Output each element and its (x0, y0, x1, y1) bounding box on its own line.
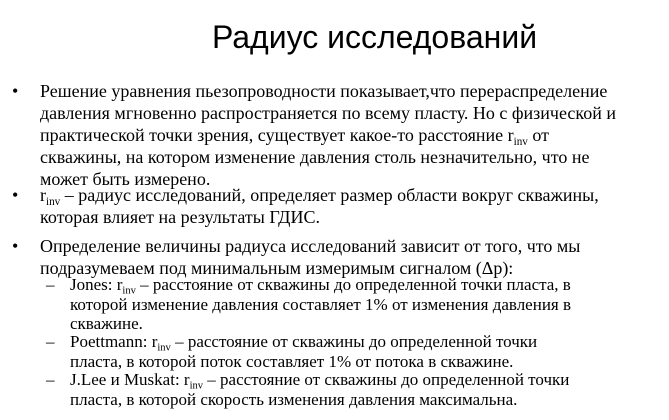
dash-marker: – (46, 332, 55, 351)
bullet-definition-methods (12, 235, 581, 279)
bullet-piezo (12, 80, 616, 190)
text-line: пласта, в которой скорость изменения давления максимальна. (70, 389, 518, 409)
text-line: может быть измерено. (40, 169, 211, 189)
text-line: $r_{inv}$ – радиус исследований, определяет размер области вокруг скважины, (40, 185, 599, 208)
text-line: давления мгновенно распространяется по всему пласту. Но с физической и (40, 103, 616, 123)
dash-marker: – (46, 370, 55, 389)
text-line: Poettmann: $r_{inv}$ – расстояние от скважины до определенной точки (70, 332, 538, 354)
text-line: Jones: $r_{inv}$ – расстояние от скважины до определенной точки пласта, в (70, 275, 571, 297)
text-line: J.Lee и Muskat: $r_{inv}$ – расстояние от скважины до определенной точки (70, 370, 570, 392)
bullet-rinv-definition (12, 184, 599, 228)
subbullet-jones (46, 275, 572, 334)
dash-marker: – (46, 275, 55, 294)
bullet-dot: • (12, 185, 19, 205)
text-line: подразумеваем под минимальным измеримым сигналом (Δp): (40, 258, 514, 278)
text-line: практической точки зрения, существует какое-то расстояние $r_{inv}$ от (40, 125, 550, 148)
bullet-dot: • (12, 81, 19, 101)
bullet-dot: • (12, 236, 19, 256)
text-line: Определение величины радиуса исследований зависит от того, что мы (40, 236, 581, 256)
text-line: Решение уравнения пьезопроводности показывает,что перераспределение (40, 81, 608, 101)
slide-title: Радиус исследований (211, 19, 538, 55)
text-line: скважины, на котором изменение давления столь незначительно, что не (40, 147, 590, 167)
subbullet-lee-muskat (46, 370, 570, 409)
text-line: скважине. (70, 314, 143, 333)
text-line: пласта, в которой поток составляет 1% от потока в скважине. (70, 351, 514, 371)
text-line: которая влияет на результаты ГДИС. (40, 207, 320, 227)
text-line: которой изменение давления составляет 1% от изменения давления в (70, 294, 572, 314)
subbullet-poettmann (46, 332, 538, 371)
